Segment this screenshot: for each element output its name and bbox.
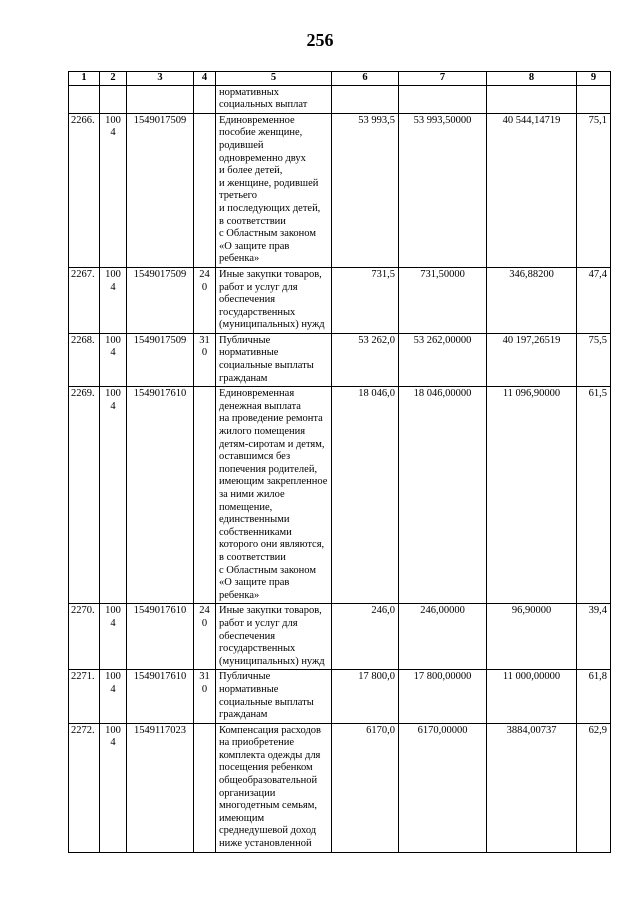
item-name: Единовременная денежная выплата на проведение ремонта жилого помещения детям-сиротам и детям, оставшимся без попечения родителей, имеющим закрепленное за ними жилое помещение, единственными собственниками которого они являются, в соответствии с Областным законом «О защите прав ребенка»: [216, 387, 332, 604]
expense-type-code: 310: [194, 670, 216, 723]
table-row: [69, 723, 611, 852]
expense-type-code: 310: [194, 333, 216, 386]
target-article-code: 1549017610: [127, 604, 194, 670]
approved-amount: 731,50000: [399, 267, 487, 333]
executed-amount: 40 197,26519: [487, 333, 577, 386]
section-code: 1004: [100, 604, 127, 670]
expense-type-code: [194, 85, 216, 113]
column-header: 7: [399, 72, 487, 86]
executed-amount: 11 000,00000: [487, 670, 577, 723]
approved-amount: 18 046,00000: [399, 387, 487, 604]
row-number: 2271.: [69, 670, 100, 723]
approved-amount: 246,00000: [399, 604, 487, 670]
table-row: [69, 333, 611, 386]
table-body: [69, 85, 611, 852]
column-header: 4: [194, 72, 216, 86]
item-name: Публичные нормативные социальные выплаты гражданам: [216, 333, 332, 386]
executed-amount: 40 544,14719: [487, 113, 577, 267]
target-article-code: 1549017509: [127, 267, 194, 333]
row-number: 2272.: [69, 723, 100, 852]
section-code: 1004: [100, 333, 127, 386]
execution-percent: 62,9: [577, 723, 611, 852]
expense-type-code: 240: [194, 267, 216, 333]
section-code: 1004: [100, 670, 127, 723]
section-code: 1004: [100, 267, 127, 333]
column-header: 3: [127, 72, 194, 86]
target-article-code: 1549117023: [127, 723, 194, 852]
item-name: нормативных социальных выплат: [216, 85, 332, 113]
item-name: Публичные нормативные социальные выплаты гражданам: [216, 670, 332, 723]
approved-amount: [399, 85, 487, 113]
table-row: [69, 267, 611, 333]
column-header: 8: [487, 72, 577, 86]
approved-amount: 6170,00000: [399, 723, 487, 852]
plan-amount: 53 993,5: [332, 113, 399, 267]
section-code: 1004: [100, 387, 127, 604]
table-row: [69, 604, 611, 670]
plan-amount: [332, 85, 399, 113]
column-header: 6: [332, 72, 399, 86]
executed-amount: 96,90000: [487, 604, 577, 670]
executed-amount: 11 096,90000: [487, 387, 577, 604]
item-name: Иные закупки товаров, работ и услуг для обеспечения государственных (муниципальных) нужд: [216, 604, 332, 670]
expense-type-code: [194, 387, 216, 604]
approved-amount: 53 262,00000: [399, 333, 487, 386]
row-number: 2266.: [69, 113, 100, 267]
table-row: [69, 113, 611, 267]
approved-amount: 53 993,50000: [399, 113, 487, 267]
target-article-code: 1549017610: [127, 387, 194, 604]
expense-type-code: [194, 723, 216, 852]
column-header: 1: [69, 72, 100, 86]
target-article-code: 1549017509: [127, 333, 194, 386]
page-number: 256: [306, 30, 334, 50]
execution-percent: 47,4: [577, 267, 611, 333]
execution-percent: 75,1: [577, 113, 611, 267]
row-number: 2267.: [69, 267, 100, 333]
table-row: [69, 387, 611, 604]
executed-amount: [487, 85, 577, 113]
plan-amount: 53 262,0: [332, 333, 399, 386]
item-name: Иные закупки товаров, работ и услуг для обеспечения государственных (муниципальных) нужд: [216, 267, 332, 333]
execution-percent: 75,5: [577, 333, 611, 386]
execution-percent: [577, 85, 611, 113]
column-header: 5: [216, 72, 332, 86]
item-name: Компенсация расходов на приобретение комплекта одежды для посещения ребенком общеобразовательной организации многодетным семьям, имеющим среднедушевой доход ниже установленной: [216, 723, 332, 852]
expense-type-code: [194, 113, 216, 267]
execution-percent: 39,4: [577, 604, 611, 670]
section-code: [100, 85, 127, 113]
row-number: 2269.: [69, 387, 100, 604]
column-header: 9: [577, 72, 611, 86]
row-number: 2270.: [69, 604, 100, 670]
target-article-code: 1549017610: [127, 670, 194, 723]
plan-amount: 18 046,0: [332, 387, 399, 604]
execution-percent: 61,8: [577, 670, 611, 723]
execution-percent: 61,5: [577, 387, 611, 604]
row-number: [69, 85, 100, 113]
item-name: Единовременное пособие женщине, родившей одновременно двух и более детей, и женщине, родившей третьего и последующих детей, в соответствии с Областным законом «О защите прав ребенка»: [216, 113, 332, 267]
target-article-code: 1549017509: [127, 113, 194, 267]
plan-amount: 731,5: [332, 267, 399, 333]
expense-type-code: 240: [194, 604, 216, 670]
executed-amount: 346,88200: [487, 267, 577, 333]
section-code: 1004: [100, 723, 127, 852]
row-number: 2268.: [69, 333, 100, 386]
plan-amount: 17 800,0: [332, 670, 399, 723]
table-row: [69, 670, 611, 723]
plan-amount: 6170,0: [332, 723, 399, 852]
header-row: [69, 72, 611, 86]
target-article-code: [127, 85, 194, 113]
budget-table: [68, 71, 611, 853]
column-header: 2: [100, 72, 127, 86]
plan-amount: 246,0: [332, 604, 399, 670]
executed-amount: 3884,00737: [487, 723, 577, 852]
section-code: 1004: [100, 113, 127, 267]
table-row: [69, 85, 611, 113]
approved-amount: 17 800,00000: [399, 670, 487, 723]
